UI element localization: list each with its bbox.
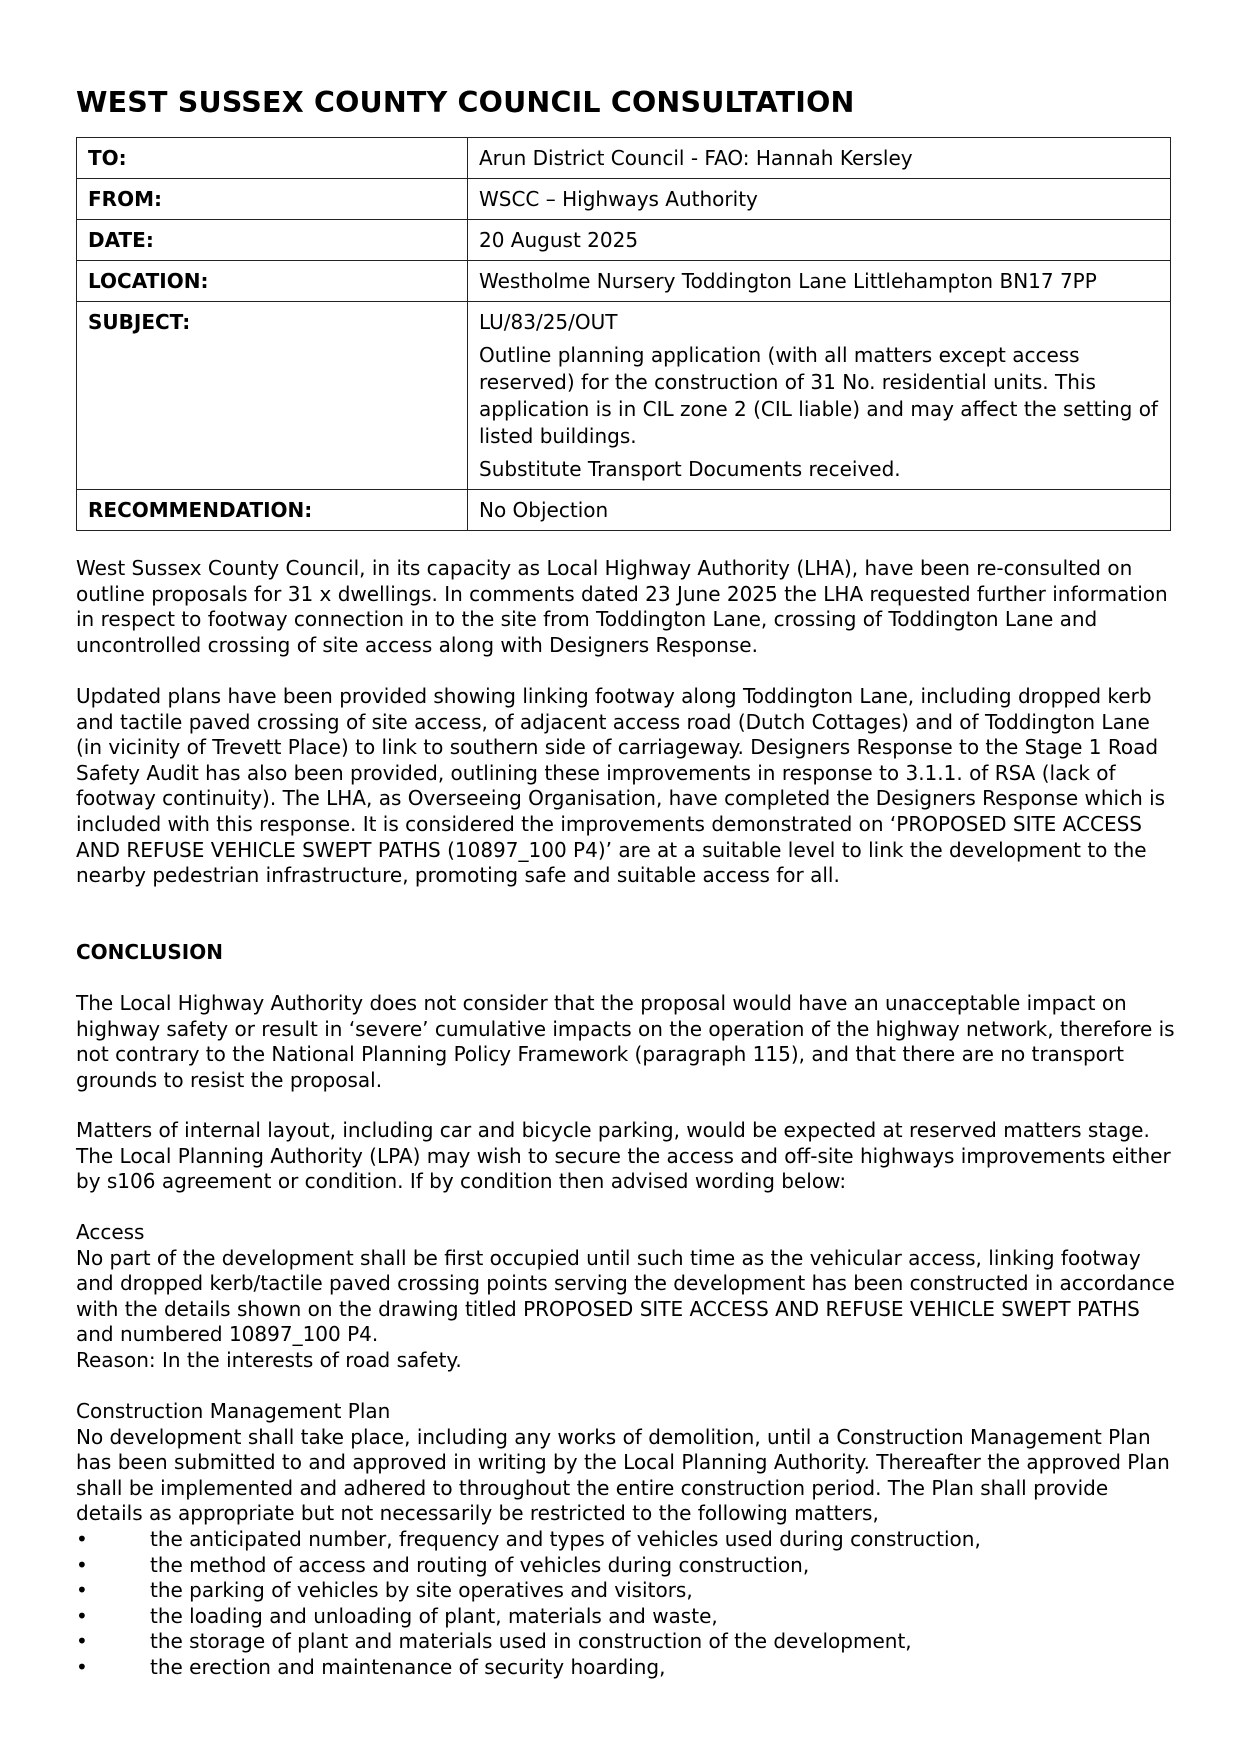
access-heading: Access xyxy=(76,1220,145,1244)
date-label: DATE: xyxy=(77,220,468,261)
paragraph-conclusion xyxy=(76,991,1176,1093)
access-reason: Reason: In the interests of road safety. xyxy=(76,1347,462,1372)
subject-note: Substitute Transport Documents received. xyxy=(479,457,901,481)
table-row-subject xyxy=(77,302,1171,490)
list-item: • the method of access and routing of vehicles during construction, xyxy=(76,1552,810,1577)
access-text: No part of the development shall be first occupied until such time as the vehicular access, linking footway and dropped kerb/tactile paved crossing points serving the development has been constructed in accordance with the details shown on the drawing titled PROPOSED SITE ACCESS AND REFUSE VEHICLE SWEPT PATHS and numbered 10897_100 P4. xyxy=(76,1245,1175,1347)
date-value: 20 August 2025 xyxy=(468,220,1171,261)
bullet-icon: • xyxy=(76,1603,88,1628)
table-row-date xyxy=(77,220,1171,261)
list-item: • the parking of vehicles by site operatives and visitors, xyxy=(76,1578,693,1603)
construction-management-plan xyxy=(76,1399,1176,1681)
cmp-matters-list xyxy=(76,1527,1176,1681)
cmp-text: No development shall take place, including any works of demolition, until a Construction Management Plan has been submitted to and approved in writing by the Local Planning Authority. Thereafter the approved Plan shall be implemented and adhered to throughout the entire construction period. The Plan shall provide details as appropriate but not necessarily be restricted to the following matters, xyxy=(76,1424,1170,1526)
paragraph-text: The Local Highway Authority does not consider that the proposal would have an unacceptable impact on highway safety or result in ‘severe’ cumulative impacts on the operation of the highway network, therefore is not contrary to the National Planning Policy Framework (paragraph 115), and that there are no transport grounds to resist the proposal. xyxy=(76,991,1175,1092)
list-item: • the erection and maintenance of security hoarding, xyxy=(76,1654,666,1679)
to-label: TO: xyxy=(77,138,468,179)
subject-label: SUBJECT: xyxy=(77,302,468,490)
from-label: FROM: xyxy=(77,179,468,220)
bullet-icon: • xyxy=(76,1552,88,1577)
subject-description: Outline planning application (with all matters except access reserved) for the construction of 31 No. residential units. This application is in CIL zone 2 (CIL liable) and may affect the setting of listed buildings. xyxy=(479,343,1158,448)
table-row-recommendation xyxy=(77,490,1171,531)
conclusion-section xyxy=(76,940,1176,966)
to-value: Arun District Council - FAO: Hannah Kersley xyxy=(468,138,1171,179)
from-value: WSCC – Highways Authority xyxy=(468,179,1171,220)
consultation-details-table xyxy=(76,137,1171,531)
location-label: LOCATION: xyxy=(77,261,468,302)
paragraph-internal-layout xyxy=(76,1118,1176,1195)
recommendation-value: No Objection xyxy=(468,490,1171,531)
paragraph-text: West Sussex County Council, in its capacity as Local Highway Authority (LHA), have been re-consulted on outline proposals for 31 x dwellings. In comments dated 23 June 2025 the LHA requested further information in respect to footway connection in to the site from Toddington Lane, crossing of Toddington Lane and uncontrolled crossing of site access along with Designers Response. xyxy=(76,556,1168,657)
access-condition xyxy=(76,1220,1176,1374)
bullet-icon: • xyxy=(76,1654,88,1679)
location-value: Westholme Nursery Toddington Lane Littlehampton BN17 7PP xyxy=(468,261,1171,302)
document-title: WEST SUSSEX COUNTY COUNCIL CONSULTATION xyxy=(76,86,855,119)
cmp-heading: Construction Management Plan xyxy=(76,1399,391,1423)
table-row-to xyxy=(77,138,1171,179)
list-item: • the loading and unloading of plant, materials and waste, xyxy=(76,1603,718,1628)
conclusion-heading: CONCLUSION xyxy=(76,940,223,964)
bullet-icon: • xyxy=(76,1578,88,1603)
subject-value xyxy=(468,302,1171,490)
list-item: • the anticipated number, frequency and types of vehicles used during construction, xyxy=(76,1526,981,1551)
table-row-from xyxy=(77,179,1171,220)
table-row-location xyxy=(77,261,1171,302)
recommendation-label: RECOMMENDATION: xyxy=(77,490,468,531)
list-item: • the storage of plant and materials used in construction of the development, xyxy=(76,1629,912,1654)
bullet-icon: • xyxy=(76,1629,88,1654)
paragraph-text: Updated plans have been provided showing linking footway along Toddington Lane, including dropped kerb and tactile paved crossing of site access, of adjacent access road (Dutch Cottages) and of Toddington Lane (in vicinity of Trevett Place) to link to southern side of carriageway. Designers Response to the Stage 1 Road Safety Audit has also been provided, outlining these improvements in response to 3.1.1. of RSA (lack of footway continuity). The LHA, as Overseeing Organisation, have completed the Designers Response which is included with this response. It is considered the improvements demonstrated on ‘PROPOSED SITE ACCESS AND REFUSE VEHICLE SWEPT PATHS (10897_100 P4)’ are at a suitable level to link the development to the nearby pedestrian infrastructure, promoting safe and suitable access for all. xyxy=(76,684,1166,888)
bullet-icon: • xyxy=(76,1526,88,1551)
paragraph-reconsultation xyxy=(76,556,1176,658)
paragraph-text: Matters of internal layout, including car and bicycle parking, would be expected at reserved matters stage. The Local Planning Authority (LPA) may wish to secure the access and off-site highways improvements either by s106 agreement or condition. If by condition then advised wording below: xyxy=(76,1118,1171,1194)
paragraph-updated-plans xyxy=(76,684,1176,889)
subject-reference: LU/83/25/OUT xyxy=(479,310,618,334)
